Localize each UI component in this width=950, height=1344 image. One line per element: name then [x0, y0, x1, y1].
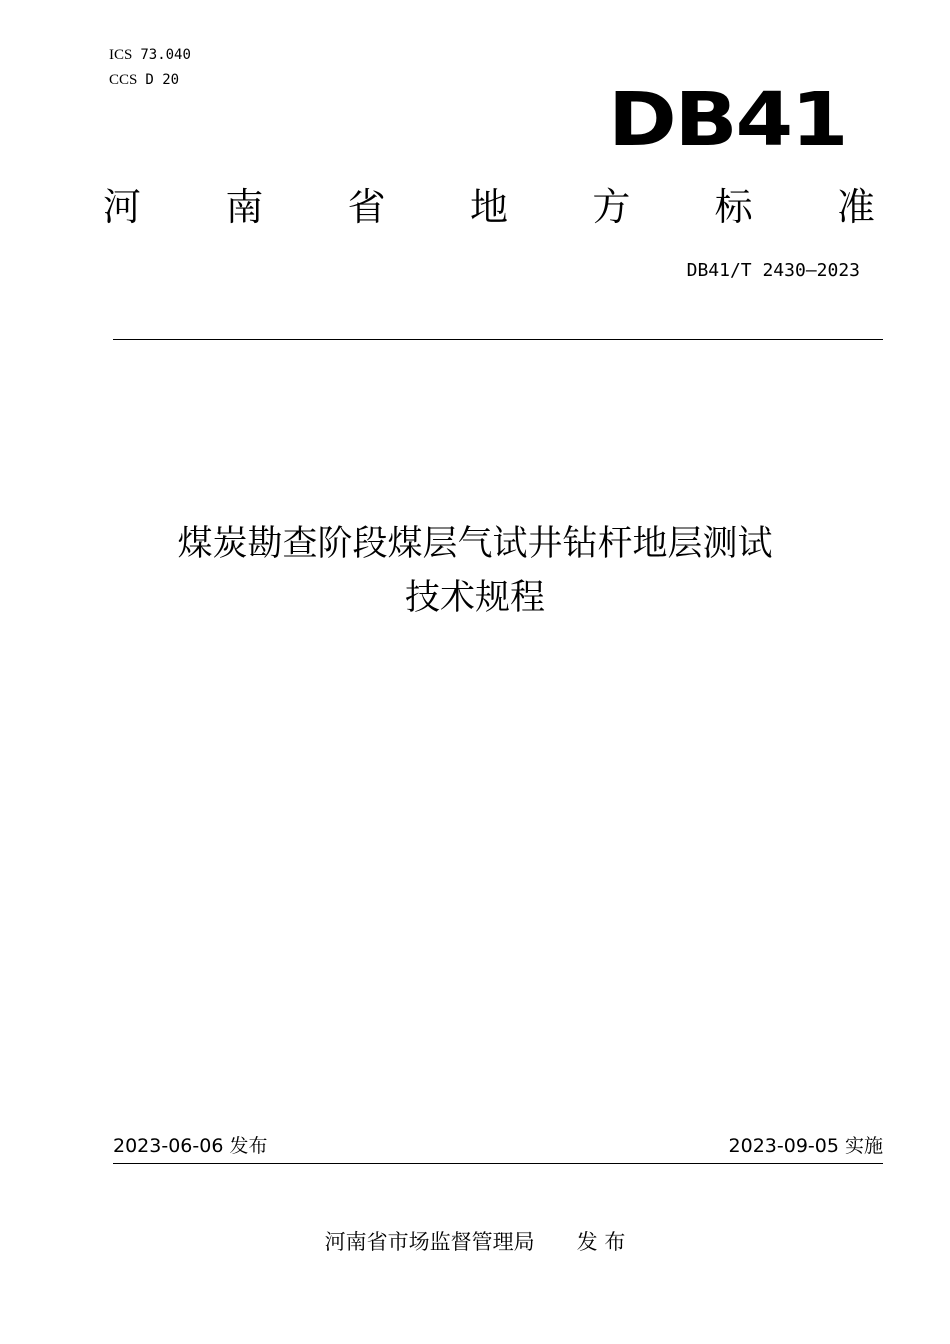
ccs-label: CCS	[109, 72, 138, 88]
publish-date: 2023-06-06 发布	[113, 1135, 268, 1157]
ics-code	[109, 46, 191, 64]
issuer-line	[0, 1227, 950, 1257]
db41-logo: DB41	[608, 77, 847, 163]
standard-type-char: 地	[469, 185, 508, 229]
document-title-line-2: 技术规程	[404, 578, 545, 618]
ccs-value: D 20	[145, 72, 180, 88]
ccs-code	[109, 71, 179, 89]
standard-type-char: 准	[836, 185, 875, 229]
issuer-action: 发 布	[576, 1230, 626, 1254]
standard-type-char: 方	[592, 185, 631, 229]
standard-type-char: 标	[714, 185, 753, 229]
standard-type-char: 南	[225, 185, 264, 229]
top-divider	[113, 339, 883, 340]
implement-date: 2023-09-05 实施	[728, 1135, 883, 1157]
standard-type-char: 省	[347, 185, 386, 229]
issuer-name: 河南省市场监督管理局	[324, 1230, 535, 1254]
standard-number: DB41/T 2430—2023	[686, 260, 860, 281]
bottom-divider	[113, 1163, 883, 1164]
standard-type-char: 河	[103, 185, 142, 229]
document-title-line-1: 煤炭勘查阶段煤层气试井钻杆地层测试	[177, 524, 773, 564]
ics-value: 73.040	[140, 47, 191, 63]
ics-label: ICS	[109, 47, 133, 63]
standard-type-heading	[103, 182, 875, 232]
